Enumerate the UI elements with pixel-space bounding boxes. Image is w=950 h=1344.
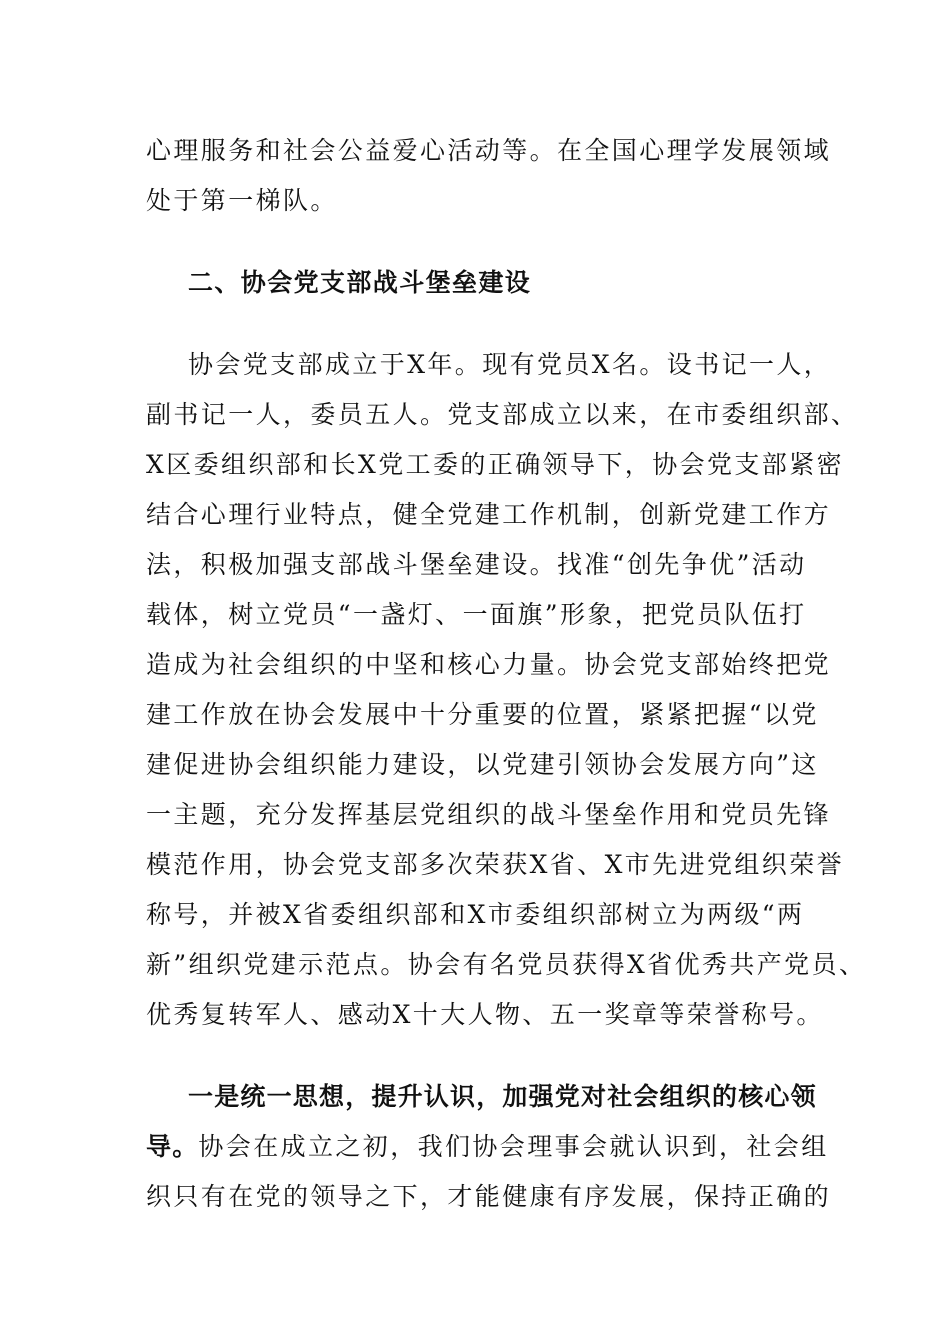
paragraph2-line-2-text: 协会在成立之初，我们协会理事会就认识到，社会组 (198, 1132, 829, 1161)
paragraph2-bold-lead: 导。 (146, 1132, 199, 1161)
intro-line-2: 处于第一梯队。 (146, 186, 338, 215)
paragraph1-line-6: 载体，树立党员“一盏灯、一面旗”形象，把党员队伍打 (146, 600, 807, 629)
paragraph1-line-9: 建促进协会组织能力建设，以党建引领协会发展方向”这 (146, 750, 819, 779)
section-heading: 二、协会党支部战斗堡垒建设 (188, 268, 532, 297)
paragraph-spacer (146, 1040, 836, 1072)
paragraph1-line-14: 优秀复转军人、感动X十大人物、五一奖章等荣誉称号。 (146, 1000, 824, 1029)
paragraph1-line-7: 造成为社会组织的中坚和核心力量。协会党支部始终把党 (146, 650, 832, 679)
paragraph2-line-2 (146, 1122, 836, 1172)
paragraph1-line-8: 建工作放在协会发展中十分重要的位置，紧紧把握“以党 (146, 700, 819, 729)
paragraph1-line-2: 副书记一人，委员五人。党支部成立以来，在市委组织部、 (146, 400, 859, 429)
paragraph1-line-3: X区委组织部和长X党工委的正确领导下，协会党支部紧密 (146, 450, 844, 479)
document-body (146, 126, 867, 1222)
paragraph1-line-11: 模范作用，协会党支部多次荣获X省、X市先进党组织荣誉 (146, 850, 844, 879)
paragraph1-line-5: 法，积极加强支部战斗堡垒建设。找准“创先争优”活动 (146, 550, 807, 579)
paragraph1-line-12: 称号，并被X省委组织部和X市委组织部树立为两级“两 (146, 900, 805, 929)
paragraph-spacer (146, 308, 836, 340)
paragraph2-line-3: 织只有在党的领导之下，才能健康有序发展，保持正确的 (146, 1182, 832, 1211)
paragraph1-line-4: 结合心理行业特点，健全党建工作机制，创新党建工作方 (146, 500, 832, 529)
paragraph1-line-13: 新”组织党建示范点。协会有名党员获得X省优秀共产党员、 (146, 950, 867, 979)
paragraph-spacer (146, 226, 836, 258)
intro-line-1: 心理服务和社会公益爱心活动等。在全国心理学发展领域 (146, 136, 832, 165)
paragraph1-line-10: 一主题，充分发挥基层党组织的战斗堡垒作用和党员先锋 (146, 800, 832, 829)
paragraph1-line-1: 协会党支部成立于X年。现有党员X名。设书记一人， (188, 350, 832, 379)
paragraph2-bold-line-1: 一是统一思想，提升认识，加强党对社会组织的核心领 (188, 1082, 817, 1111)
